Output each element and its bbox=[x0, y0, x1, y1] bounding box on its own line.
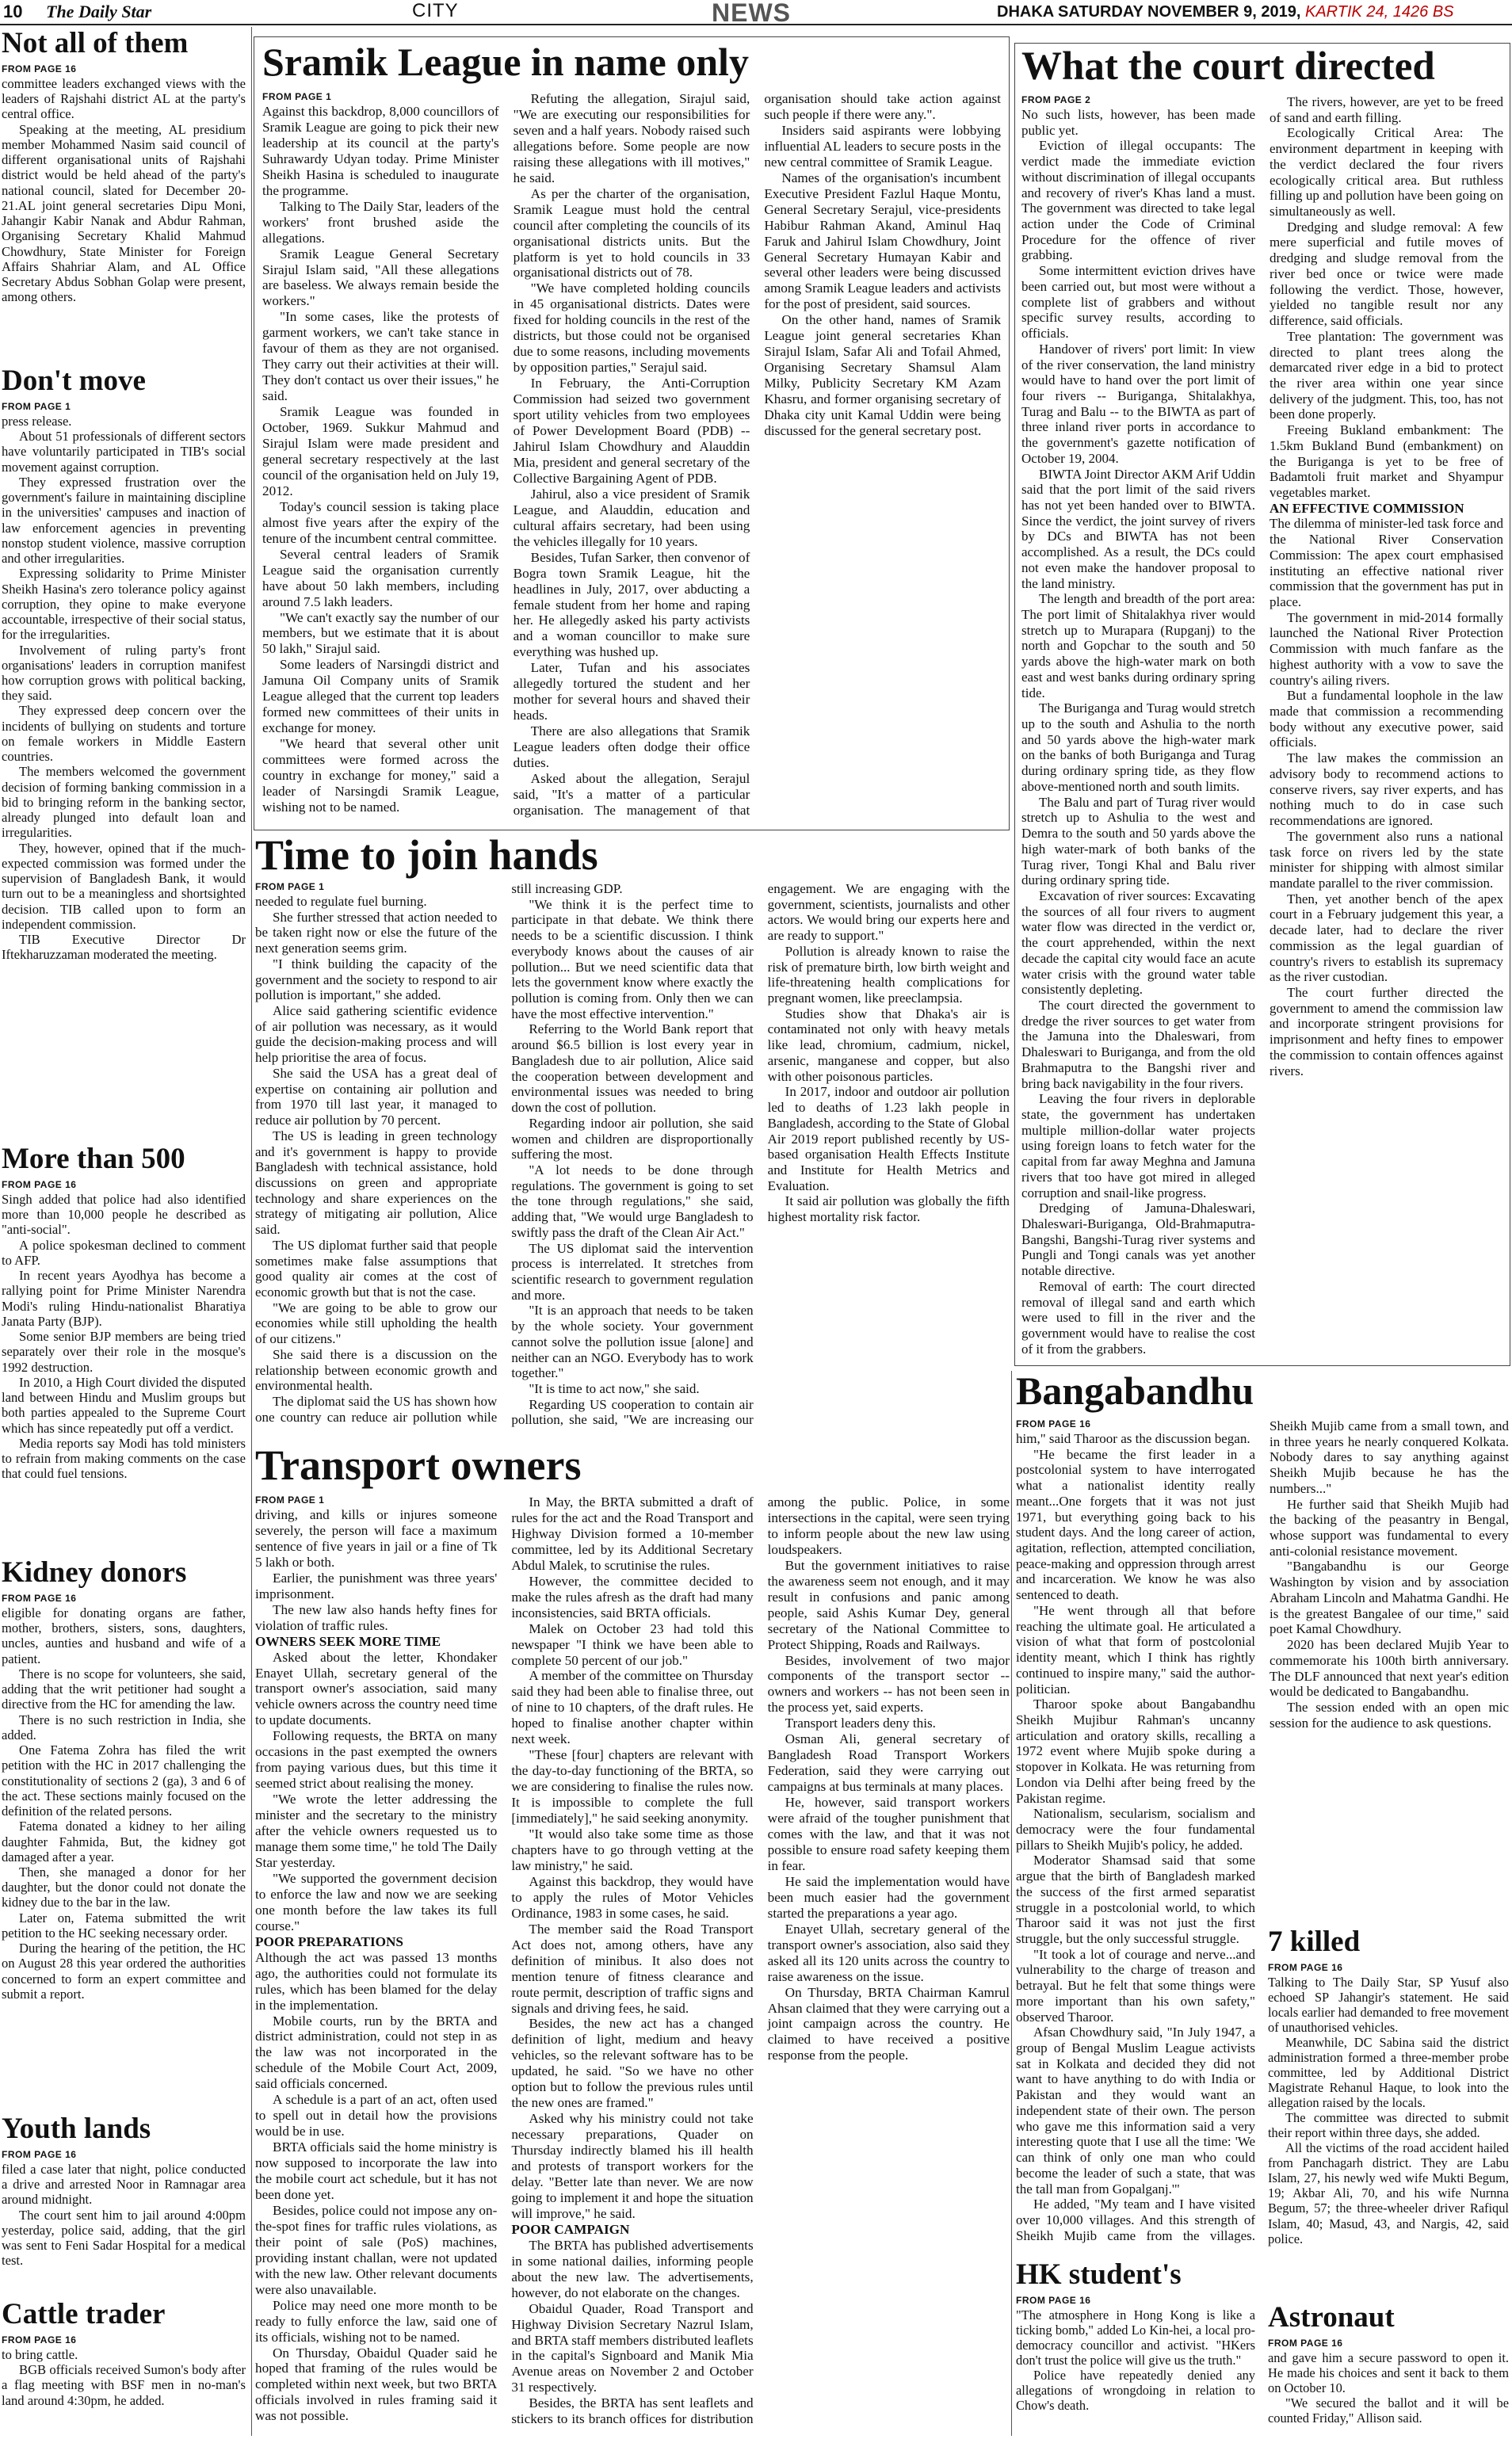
jump-tag: FROM PAGE 16 bbox=[2, 63, 77, 74]
paragraph: Fatema donated a kidney to her ailing daughter Fahmida, But, the kidney got damaged after a year. bbox=[2, 1819, 246, 1865]
paragraph: Tree plantation: The government was directed to plant trees along the demarcated river edge in a bid to protect the river area within one year since delivery of the judgment. This, too, has not been done properly. bbox=[1270, 328, 1503, 422]
paragraph: The new law also hands hefty fines for violation of traffic rules. bbox=[255, 1601, 498, 1633]
jump-tag: FROM PAGE 2 bbox=[1021, 94, 1091, 105]
paragraph: Some intermittent eviction drives have been carried out, but most were without a complete list of grabbers and without specific survey results, according to officials. bbox=[1021, 263, 1255, 342]
paragraph: Several central leaders of Sramik League said the organisation currently have about 50 lakh members, including around 7.5 lakh leaders. bbox=[262, 546, 499, 609]
paragraph: In May, the BRTA submitted a draft of rules for the act and the Road Transport and Highway Division formed a 10-member committee, led by its Additional Secretary Abdul Malek, to scrutinise the rules. bbox=[511, 1494, 754, 1573]
paragraph: The diplomat said the US has shown how one country can reduce air pollution while still increasing GDP. bbox=[255, 881, 623, 1425]
paragraph: No such lists, however, has been made public yet. bbox=[1021, 107, 1255, 138]
article-body bbox=[255, 1494, 1010, 2437]
paragraph: Moderator Shamsad said that some argue that the birth of Bangladesh marked the success of the first armed separatist struggle in a postcolonial world, to which Tharoor said it was not just the first struggle, but the only successful struggle. bbox=[1016, 1853, 1255, 1946]
paragraph: He, however, said transport workers were afraid of the tougher punishment that comes with the law, and that it was not possible to ensure road safety keeping them in fear. bbox=[767, 1795, 1010, 1873]
paragraph: One Fatema Zohra has filed the writ petition with the HC in 2017 challenging the constitutionality of sections 2 (ga), 3 and 6 of the act. These sections mainly focused on the definition of the related persons. bbox=[2, 1742, 246, 1819]
paragraph: During the hearing of the petition, the HC on August 28 this year ordered the authorities concerned to form an expert committee and submit a report. bbox=[2, 1941, 246, 2002]
paragraph: There are also allegations that Sramik League leaders often dodge their office duties. bbox=[513, 723, 750, 771]
paragraph: Nationalism, secularism, socialism and democracy were the four fundamental pillars to Sheikh Mujib's policy, he added. bbox=[1016, 1806, 1255, 1853]
paragraph: Sramik League was founded in October, 1969. Sukkur Mahmud and Sirajul Islam were made president and general secretary respectively at the last council of the organisation held on July 19, 2012. bbox=[262, 404, 499, 498]
paragraph: The members welcomed the government decision of forming banking commission in a bid to bringing reform in the banking sector, already plunged into default loan and irregularities. bbox=[2, 764, 246, 841]
article-7-killed bbox=[1268, 1927, 1509, 2300]
paragraph: Transport leaders deny this. bbox=[785, 1716, 936, 1731]
paragraph: On Thursday, BRTA Chairman Kamrul Ahsan claimed that they were carrying out a joint campaign across the country. He claimed to have received a positive response from the people. bbox=[767, 1984, 1010, 2063]
paragraph: "It is time to act now," she said. bbox=[529, 1381, 700, 1396]
paragraph: However, the committee decided to make the rules afresh as the draft had many inconsistencies, said BRTA officials. bbox=[511, 1573, 754, 1620]
article-body bbox=[2, 1593, 246, 2113]
paragraph: He further said that Sheikh Mujib had the backing of the peasantry in Bengal, whose support was fundamental to every anti-colonial resistance movement. bbox=[1270, 1496, 1509, 1559]
paragraph: Against this backdrop, they would have to apply the rules of Motor Vehicles Ordinance, 1983 in some cases, he said. bbox=[511, 1873, 754, 1921]
paragraph: Media reports say Modi has told ministers to refrain from making comments on the case that could fuel tensions. bbox=[2, 1435, 246, 1482]
paragraph: Pollution is already known to raise the risk of premature birth, low birth weight and life-threatening health complications for pregnant women, like preeclampsia. bbox=[767, 943, 1010, 1006]
headline: Cattle trader bbox=[2, 2300, 166, 2330]
paragraph: Jahirul, also a vice president of Sramik League, and Alauddin, education and cultural affairs secretary, had been using the vehicles illegally for 10 years. bbox=[513, 486, 750, 549]
paragraph: Dredging of Jamuna-Dhaleswari, Dhaleswari-Buriganga, Old-Brahmaputra-Bangshi, Bangshi-Turag river systems and Pungli and Tongi canals was yet another notable directive. bbox=[1021, 1200, 1255, 1279]
paragraph: Freeing Bukland embankment: The 1.5km Bukland Bund (embankment) on the Buriganga is yet to be free of Badamtoli fruit market and Shyampur vegetables market. bbox=[1270, 422, 1503, 500]
paragraph: Then, she managed a donor for her daughter, but the donor could not donate the kidney due to the bar in the law. bbox=[2, 1864, 246, 1910]
paragraph: Regarding US cooperation to contain air pollution, she said, "We are increasing our engagement. We are engaging with the government, scientists, journalists and other actors. We would bring our experts here and are ready to support." bbox=[511, 881, 1010, 1428]
jump-tag: FROM PAGE 16 bbox=[1268, 1962, 1343, 1973]
article-youth-lands bbox=[2, 2114, 246, 2298]
paragraph: BRTA officials said the home ministry is now supposed to incorporate the law into the mobile court act schedule, but it has not been done yet. bbox=[255, 2139, 498, 2202]
paragraph: Later on, Fatema submitted the writ petition to the HC seeking necessary order. bbox=[2, 1910, 246, 1941]
headline: 7 killed bbox=[1268, 1927, 1361, 1958]
paragraph: Eviction of illegal occupants: The verdict made the immediate eviction without discrimination of illegal occupants and recovery of river's Khas land a must. The government was directed to take legal action under the Code of Criminal Procedure for the offence of river grabbing. bbox=[1021, 138, 1255, 263]
category-label: NEWS bbox=[712, 0, 791, 27]
paragraph: "We secured the ballot and it will be counted Friday," Allison said. bbox=[1268, 2395, 1509, 2426]
article-body bbox=[1268, 1962, 1509, 2300]
paragraph: The US is leading in green technology and it's government is happy to provide Bangladesh with technical assistance, hold discussions on green and appropriate technology and share experiences on the strategy of mitigating air pollution, Alice said. bbox=[255, 1128, 498, 1238]
paragraph: Police have repeatedly denied any allegations of wrongdoing in relation to Chow's death. bbox=[1016, 2368, 1255, 2414]
headline: HK student's bbox=[1016, 2260, 1182, 2291]
subheading: POOR CAMPAIGN bbox=[511, 2221, 630, 2237]
paragraph: A police spokesman declined to comment to AFP. bbox=[2, 1237, 246, 1268]
paragraph: "I think building the capacity of the government and the society to respond to air pollution is important," she added. bbox=[255, 956, 498, 1003]
paragraph: Alice said gathering scientific evidence of air pollution was necessary, as it would guide the decision-making process and will help prioritise the area of focus. bbox=[255, 1003, 498, 1066]
headline: Time to join hands bbox=[255, 834, 598, 879]
article-cattle-trader bbox=[2, 2300, 246, 2437]
paragraph: "We wrote the letter addressing the minister and the secretary to the ministry after the vehicle owners requested us to manage them some time," he told The Daily Star yesterday. bbox=[255, 1792, 498, 1870]
paragraph: Tharoor spoke about Bangabandhu Sheikh Mujibur Rahman's uncanny articulation and oratory skills, recalling a 1972 event where Mujib spoke during a stopover in Kolkata. He was returning from London via Delhi after being freed by the Pakistan regime. bbox=[1016, 1697, 1255, 1806]
paragraph: Besides, the new act has a changed definition of light, medium and heavy vehicles, so the relevant software has to be updated, he said. "So we have no other option but to follow the previous rules until the new ones are framed." bbox=[511, 2016, 754, 2111]
jump-tag: FROM PAGE 1 bbox=[2, 401, 71, 412]
paragraph: press release. bbox=[2, 414, 72, 429]
article-hk-students bbox=[1016, 2260, 1255, 2437]
jump-tag: FROM PAGE 1 bbox=[255, 881, 325, 892]
article-body bbox=[255, 881, 1010, 1439]
headline: Astronaut bbox=[1268, 2303, 1395, 2334]
paragraph: He said the implementation would have been much easier had the government started the preparations a year ago. bbox=[767, 1873, 1010, 1921]
paragraph: Regarding indoor air pollution, she said women and children are disproportionally suffering the most. bbox=[511, 1115, 754, 1162]
paragraph: Leaving the four rivers in deplorable state, the government has undertaken multiple million-dollar water projects using foreign loans to fetch water for the capital from far away Meghna and Jamuna rivers that too have got mired in alleged corruption and snail-like progress. bbox=[1021, 1091, 1255, 1200]
section-label: CITY bbox=[412, 0, 459, 21]
page-number: 10 bbox=[3, 2, 23, 21]
paragraph: On the other hand, names of Sramik League joint general secretaries Khan Sirajul Islam, Safar Ali and Tofail Ahmed, Organising Secretary Shamsul Alam Milky, Publicity Secretary KM Azam Khasru, and former organising secretary of Dhaka city unit Kamal Uddin were being discussed for the general secretary post. bbox=[764, 312, 1001, 439]
paragraph: The government also runs a national task force on rivers led by the state minister for shipping with almost similar mandate parallel to the river commission. bbox=[1270, 828, 1503, 891]
paragraph: "He became the first leader in a postcolonial system to have interrogated what a nationalist identity really meant...One forgets that it was not just 1971, but everything going back to his student days. And the long career of action, agitation, reflection, attempted conciliation, peace-making and oppression through arrest and incarceration. We know he was also sentenced to death. bbox=[1016, 1446, 1255, 1603]
paragraph: filed a case later that night, police conducted a drive and arrested Noor in Ramnagar area around midnight. bbox=[2, 2162, 246, 2208]
paragraph: The committee was directed to submit their report within three days, she added. bbox=[1268, 2110, 1509, 2141]
jump-tag: FROM PAGE 1 bbox=[262, 91, 332, 102]
article-transport-owners bbox=[255, 1444, 1010, 2437]
article-body bbox=[2, 2334, 246, 2437]
paragraph: TIB Executive Director Dr Iftekharuzzaman moderated the meeting. bbox=[2, 931, 246, 963]
paragraph: The Balu and part of Turag river would stretch up to Ashulia to the west and Demra to the south and 50 yards above the high water-mark of both banks of the Turag river, Tongi Khal and Balu river during ordinary spring tide. bbox=[1021, 794, 1255, 888]
paragraph: "We are going to be able to grow our economies while still upholding the health of our citizens." bbox=[255, 1300, 498, 1347]
paragraph: She said the USA has a great deal of expertise on containing air pollution and from 1970 till last year, it managed to reduce air pollution by 70 percent. bbox=[255, 1065, 498, 1128]
paragraph: "We can't exactly say the number of our members, but we estimate that it is about 50 lakh," Sirajul said. bbox=[262, 609, 499, 657]
paragraph: There is no such restriction in India, she added. bbox=[2, 1712, 246, 1742]
article-what-the-court-directed bbox=[1014, 43, 1510, 1366]
paragraph: Some senior BJP members are being tried separately over their role in the mosque's 1992 destruction. bbox=[2, 1329, 246, 1375]
headline: Sramik League in name only bbox=[262, 40, 749, 84]
paragraph: and gave him a secure password to open it. He made his choices and sent it back to them on October 10. bbox=[1268, 2350, 1509, 2396]
headline: Youth lands bbox=[2, 2114, 151, 2145]
paragraph: "It would also take some time as those chapters have to go through vetting at the law ministry," he said. bbox=[511, 1826, 754, 1873]
paragraph: BIWTA Joint Director AKM Arif Uddin said that the port limit of the said rivers has not yet been handed over to BIWTA. Since the verdict, the joint survey of rivers by DCs and BIWTA has not been accomplished. As a result, the DCs could not even make the handover proposal to the land ministry. bbox=[1021, 466, 1255, 591]
paragraph: In 2010, a High Court divided the disputed land between Hindu and Muslim groups but both parties appealed to the Supreme Court which has since repeatedly put off a verdict. bbox=[2, 1374, 246, 1436]
article-sramik-league bbox=[254, 36, 1010, 830]
paragraph: As per the charter of the organisation, Sramik League must hold the central council after completing the councils of its organisational districts units. But the platform is yet to hold councils in 33 organisational districts out of 78. bbox=[513, 185, 750, 281]
paragraph: Refuting the allegation, Sirajul said, "We are executing our responsibilities for seven and a half years. Nobody raised such allegations before. Some people are now raising these allegations with ill motives," he said. bbox=[513, 91, 750, 185]
column-rule bbox=[1011, 1371, 1012, 2436]
paragraph: "We supported the government decision to enforce the law and now we are seeking one month before the law takes its full course." bbox=[255, 1870, 498, 1933]
article-body bbox=[1021, 94, 1503, 1361]
paragraph: The session ended with an open mic session for the audience to ask questions. bbox=[1270, 1699, 1509, 1731]
paragraph: Enayet Ullah, secretary general of the transport owner's association, also said they asked all its 120 units across the country to raise awareness on the issue. bbox=[767, 1921, 1010, 1984]
bangla-date: KARTIK 24, 1426 BS bbox=[1305, 3, 1454, 21]
article-body bbox=[2, 1179, 246, 1556]
paragraph: The rivers, however, are yet to be freed of sand and earth filling. bbox=[1270, 94, 1503, 125]
paragraph: Studies show that Dhaka's air is contaminated not only with heavy metals like lead, chromium, cadmium, nickel, arsenic, manganese and copper, but also with other poisonous particles. bbox=[767, 1006, 1010, 1084]
paragraph: She further stressed that action needed to be taken right now or else the future of the next generation seems grim. bbox=[255, 909, 498, 956]
paragraph: The US diplomat further said that people sometimes make false assumptions that good quality air comes at the cost of economic growth but that is not the case. bbox=[255, 1237, 498, 1300]
paragraph: Singh added that police had also identified more than 10,000 people he described as "anti-social". bbox=[2, 1192, 246, 1238]
paragraph: Talking to The Daily Star, SP Yusuf also echoed SP Jahangir's statement. He said locals earlier had demanded to free movement of unauthorised vehicles. bbox=[1268, 1975, 1509, 2036]
paragraph: In recent years Ayodhya has become a rallying point for Prime Minister Narendra Modi's ruling Hindu-nationalist Bharatiya Janata Party (BJP). bbox=[2, 1268, 246, 1329]
paragraph: The law makes the commission an advisory body to recommend actions to conserve rivers, say river experts, and has nothing much to do in case such recommendations are ignored. bbox=[1270, 750, 1503, 829]
article-body bbox=[2, 2149, 246, 2298]
jump-tag: FROM PAGE 16 bbox=[2, 1593, 77, 1604]
paragraph: Then, yet another bench of the apex court in a February judgement this year, a decade later, had to declare the river commission as the legal guardian of country's rivers to establish its supremacy as the river custodian. bbox=[1270, 891, 1503, 985]
paragraph: The Buriganga and Turag would stretch up to the south and Ashulia to the north and 50 yards above the high-water mark on the banks of both Buriganga and Turag during ordinary spring tide, as they flow above-mentioned north and south limits. bbox=[1021, 700, 1255, 794]
column-rule bbox=[251, 27, 252, 2436]
article-body bbox=[2, 63, 246, 365]
paragraph: driving, and kills or injures someone severely, the person will face a maximum sentence of five years in jail or a fine of Tk 5 lakh or both. bbox=[255, 1507, 498, 1570]
paragraph: On Thursday, Obaidul Quader said he hoped that framing of the rules would be completed within next week, but two BRTA officials involved in rules framing said it was not possible. bbox=[255, 2345, 498, 2424]
paragraph: Asked about the letter, Khondaker Enayet Ullah, secretary general of the transport owner's association, said many vehicle owners across the country need time to update documents. bbox=[255, 1649, 498, 1728]
paragraph: Besides, Tufan Sarker, then convenor of Bogra town Sramik League, hit the headlines in July, 2017, over abducting a female student from her home and raping her. He allegedly asked his party activists and a woman councillor to make sure everything was hushed up. bbox=[513, 549, 750, 660]
paragraph: "It is an approach that needs to be taken by the whole society. Your government cannot solve the pollution issue [alone] and neither can an NGO. Everybody has to work together." bbox=[511, 1303, 754, 1381]
headline: Transport owners bbox=[255, 1444, 582, 1489]
article-body bbox=[262, 91, 1001, 823]
paragraph: Besides, police could not impose any on-the-spot fines for traffic rules violations, as their point of sale (PoS) machines, providing instant challan, were not updated with the new law. Other relevant documents were also unavailable. bbox=[255, 2202, 498, 2297]
paragraph: Besides, involvement of two major components of the transport sector -- owners and workers -- has not been seen in the process yet, said experts. bbox=[767, 1652, 1010, 1716]
article-dont-move bbox=[2, 366, 246, 1143]
paragraph: BGB officials received Sumon's body after a flag meeting with BSF men in no-man's land around 4:30pm, he added. bbox=[2, 2362, 246, 2408]
paragraph: They expressed deep concern over the incidents of bullying on students and torture on female workers in Middle Eastern countries. bbox=[2, 703, 246, 765]
paragraph: The government in mid-2014 formally launched the National River Protection Commission with much fanfare as the highest authority with a vow to save the country's ailing rivers. bbox=[1270, 609, 1503, 688]
article-time-to-join-hands bbox=[255, 834, 1010, 1439]
headline: Bangabandhu bbox=[1016, 1371, 1254, 1413]
paragraph: The BRTA has published advertisements in some national dailies, informing people about the new law. The advertisements, however, do not elaborate on the changes. bbox=[511, 2237, 754, 2300]
dateline-date: DHAKA SATURDAY NOVEMBER 9, 2019, bbox=[997, 3, 1301, 21]
paragraph: About 51 professionals of different sectors have voluntarily participated in TIB's social movement against corruption. bbox=[2, 429, 246, 475]
paragraph: Earlier, the punishment was three years' imprisonment. bbox=[255, 1570, 498, 1601]
subheading: AN EFFECTIVE COMMISSION bbox=[1270, 500, 1464, 516]
paragraph: "We have completed holding councils in 45 organisational districts. Dates were fixed for holding councils in the rest of the districts, but those could not be organised due to some reasons, including movements by opposition parties," Serajul said. bbox=[513, 281, 750, 376]
paragraph: Mobile courts, run by the BRTA and district administration, could not step in as the law was not incorporated in the schedule of the Mobile Court Act, 2009, said officials concerned. bbox=[255, 2013, 498, 2092]
paragraph: The US diplomat said the intervention process is interrelated. It stretches from scientific research to government regulation and more. bbox=[511, 1240, 754, 1303]
paragraph: Later, Tufan and his associates allegedly tortured the student and her mother for several hours and shaved their heads. bbox=[513, 660, 750, 723]
headline: Not all of them bbox=[2, 29, 189, 59]
subheading: OWNERS SEEK MORE TIME bbox=[255, 1633, 441, 1649]
paragraph: Expressing solidarity to Prime Minister Sheikh Hasina's zero tolerance policy against corruption, they opine to make everyone accountable, irrespective of their social status, for the irregularities. bbox=[2, 566, 246, 643]
paragraph: him," said Tharoor as the discussion began. bbox=[1016, 1431, 1250, 1446]
paragraph: 2020 has been declared Mujib Year to commemorate his 100th birth anniversary. The DLF announced that next year's edition would be dedicated to Bangabandhu. bbox=[1270, 1637, 1509, 1700]
headline: More than 500 bbox=[2, 1144, 185, 1175]
masthead bbox=[0, 0, 1512, 25]
paragraph: They expressed frustration over the government's failure in maintaining discipline in the universities' campuses and inaction of law enforcement agencies in preventing nonstop student violence, massive corruption and other irregularities. bbox=[2, 474, 246, 567]
article-not-all-of-them bbox=[2, 29, 246, 365]
paragraph: Sramik League General Secretary Sirajul Islam said, "All these allegations are baseless. We always remain beside the workers." bbox=[262, 246, 499, 309]
paragraph: Referring to the World Bank report that around $6.5 billion is lost every year in Bangladesh due to air pollution, Alice said the cooperation between development and environmental issues was needed to bring down the cost of pollution. bbox=[511, 1021, 754, 1116]
headline: What the court directed bbox=[1021, 44, 1435, 89]
paragraph: The dilemma of minister-led task force and the National River Conservation Commission: The apex court emphasised instituting an effective national river commission that the government has put in place. bbox=[1270, 516, 1503, 609]
paragraph: She said there is a discussion on the relationship between economic growth and environmental health. bbox=[255, 1346, 498, 1394]
paragraph: A schedule is a part of an act, often used to spell out in detail how the provisions would be in use. bbox=[255, 2092, 498, 2139]
paragraph: Asked about the allegation, Serajul said, "It's a matter of a particular organisation. The management of that organisation should take action against such people if there were any.". bbox=[513, 91, 1001, 818]
paper-logo: The Daily Star bbox=[46, 2, 152, 21]
paragraph: In February, the Anti-Corruption Commission had seized two government sport utility vehicles from two employees of Power Development Board (PDB) -- Jahirul Islam Chowdhury and Alauddin Mia, president and general secretary of the Collective Bargaining Agent of PDB. bbox=[513, 376, 750, 486]
paragraph: Involvement of ruling party's front organisations' leaders in corruption manifest how corruption grows with political backing, they said. bbox=[2, 642, 246, 704]
paragraph: "These [four] chapters are relevant with the day-to-day functioning of the BRTA, so we are considering to finalise the rules now. It is impossible to complete the full [immediately]," he said seeking anonymity. bbox=[511, 1747, 754, 1826]
paragraph: All the victims of the road accident hailed from Panchagarh district. They are Labu Islam, 27, his newly wed wife Mukti Begum, 19; Akbar Ali, 70, and his wife Nurnna Begum, 57; the three-wheeler driver Rafiqul Islam, 40; Masud, 43, and Nargis, 42, said police. bbox=[1268, 2140, 1509, 2246]
paragraph: Speaking at the meeting, AL presidium member Mohammed Nasim said council of different organisational units of Rajshahi district would be held ahead of the party's national council, slated for December 20-21.AL joint general secretaries Dipu Moni, Jahangir Kabir Nanak and Abdur Rahman, Organising Secretary Khalid Mahmud Chowdhury, State Minister for Foreign Affairs Shahriar Alam, and AL Office Secretary Abdus Sobhan Golap were present, among others. bbox=[2, 121, 246, 305]
paragraph: Osman Ali, general secretary of Bangladesh Road Transport Workers Federation, said they were carrying out campaigns at bus terminals at many places. bbox=[767, 1731, 1010, 1795]
paragraph: Dredging and sludge removal: A few mere superficial and futile moves of dredging and sludge removal from the river bed once or twice were made following the verdict. Those, however, yielded no tangible result nor any difference, said officials. bbox=[1270, 219, 1503, 329]
article-body bbox=[1016, 2295, 1255, 2437]
paragraph: Meanwhile, DC Sabina said the district administration formed a three-member probe committee, led by Additional District Magistrate Rehanul Haque, to look into the allegation raised by the locals. bbox=[1268, 2035, 1509, 2111]
paragraph: Following requests, the BRTA on many occasions in the past exempted the owners from paying various dues, but this time it seemed strict about realising the money. bbox=[255, 1728, 498, 1792]
article-more-than-500 bbox=[2, 1144, 246, 1556]
paragraph: "He went through all that before reaching the ultimate goal. He articulated a vision of what that form of postcolonial identity meant, which I think has rightly continued to inspire many," said the author-politician. bbox=[1016, 1602, 1255, 1697]
paragraph: Handover of rivers' port limit: In view of the river conservation, the land ministry would have to hand over the port limit of four rivers -- Buriganga, Shitalakhya, Turag and Balu -- to the BIWTA as part of three inland river ports in accordance to the government's gazette notification of October 19, 2004. bbox=[1021, 341, 1255, 466]
paragraph: "A lot needs to be done through regulations. The government is going to set the tone through regulations," she said, adding that, "We would urge Bangladesh to swiftly pass the draft of the Clean Air Act." bbox=[511, 1162, 754, 1240]
dateline bbox=[997, 3, 1454, 21]
paragraph: Malek on October 23 had told this newspaper "I think we have been able to complete 50 percent of our job." bbox=[511, 1620, 754, 1668]
paragraph: Although the act was passed 13 months ago, the authorities could not formulate its rules, which has been blamed for the delay in the implementation. bbox=[255, 1949, 498, 2013]
paragraph: Obaidul Quader, Road Transport and Highway Division Secretary Nazrul Islam, and BRTA staff members distributed leaflets in the capital's Signboard and Manik Mia Avenue areas on November 2 and October 31 respectively. bbox=[511, 2300, 754, 2395]
paragraph: needed to regulate fuel burning. bbox=[255, 894, 427, 909]
paragraph: He added, "My team and I have visited over 10,000 villages. And this strength of Sheikh Mujib came from the villages. Sheikh Mujib came from a small town, and in three years he nearly conquered Kolkata. Nobody dares to say anything against Sheikh Mujib because he has the numbers..." bbox=[1016, 1418, 1509, 2243]
article-kidney-donors bbox=[2, 1558, 246, 2113]
headline: Don't move bbox=[2, 366, 146, 397]
paragraph: It said air pollution was globally the fifth highest mortality risk factor. bbox=[767, 1193, 1010, 1225]
jump-tag: FROM PAGE 1 bbox=[255, 1494, 325, 1506]
paragraph: "The atmosphere in Hong Kong is like a ticking bomb," added Lo Kin-hei, a local pro-democracy councillor and activist. "HKers don't trust the police will give us the truth." bbox=[1016, 2307, 1255, 2368]
paragraph: Insiders said aspirants were lobbying influential AL leaders to secure posts in the new central committee of Sramik League. bbox=[764, 122, 1001, 170]
paragraph: Names of the organisation's incumbent Executive President Fazlul Haque Montu, General Secretary Serajul, vice-presidents Habibur Rahman Akand, Aminul Haq Faruk and Jahirul Islam Chowdhury, Joint General Secretary Humayan Kabir and several other leaders were being discussed among Sramik League leaders and activists for the post of president, said sources. bbox=[764, 170, 1001, 312]
paragraph: The court further directed the government to amend the commission law and incorporate stringent provisions for imprisonment and hefty fines to empower the commission to contain offences against rivers. bbox=[1270, 984, 1503, 1078]
paragraph: Afsan Chowdhury said, "In July 1947, a group of Bengal Muslim League activists sat in Kolkata and decided they did not want to have anything to do with India or Pakistan and they would want an independent state of their own. The person who gave me this information said a very interesting quote that I use all the time: 'We can think of only one man who could become the leader of such a state, that was the tall man from Gopalganj.'" bbox=[1016, 2025, 1255, 2197]
paragraph: Talking to The Daily Star, leaders of the workers' front brushed aside the allegations. bbox=[262, 198, 499, 246]
jump-tag: FROM PAGE 16 bbox=[2, 1179, 77, 1190]
paragraph: They, however, opined that if the much-expected commission was formed under the supervision of Bangladesh Bank, it would turn out to be a meaningless and shortsighted decision. TIB called upon to form an independent commission. bbox=[2, 840, 246, 932]
subheading: POOR PREPARATIONS bbox=[255, 1933, 403, 1949]
paragraph: "It took a lot of courage and nerve...and vulnerability to the charge of treason and betrayal. But he felt that some things were more important than his own safety," observed Tharoor. bbox=[1016, 1946, 1255, 2025]
article-astronaut bbox=[1268, 2303, 1509, 2437]
jump-tag: FROM PAGE 16 bbox=[1016, 2295, 1091, 2306]
jump-tag: FROM PAGE 16 bbox=[2, 2334, 77, 2345]
paragraph: A member of the committee on Thursday said they had been able to finalise three, out of nine to 10 chapters, of the draft rules. He hoped to finalise another chapter within next week. bbox=[511, 1668, 754, 1747]
article-body bbox=[1268, 2338, 1509, 2437]
headline: Kidney donors bbox=[2, 1558, 187, 1589]
paragraph: The court directed the government to dredge the river sources to get water from the Jamuna into the Dhaleswari, from Dhaleswari to Buriganga, and from the old Brahmaputra to the Bangshi river and bring back navigability in the four rivers. bbox=[1021, 997, 1255, 1091]
paragraph: Some leaders of Narsingdi district and Jamuna Oil Company units of Sramik League alleged that the current top leaders formed new committees of their units in exchange for money. bbox=[262, 657, 499, 736]
jump-tag: FROM PAGE 16 bbox=[1268, 2338, 1343, 2349]
jump-tag: FROM PAGE 16 bbox=[1016, 1418, 1091, 1429]
paragraph: Removal of earth: The court directed removal of illegal sand and earth which were used to fill in the river and the government would have to realise the cost of it from the grabbers. bbox=[1021, 1278, 1255, 1357]
jump-tag: FROM PAGE 16 bbox=[2, 2149, 77, 2160]
paragraph: Against this backdrop, 8,000 councillors of Sramik League are going to pick their new leadership at its council at the party's Suhrawardy Udyan today. Prime Minister Sheikh Hasina is scheduled to inaugurate the programme. bbox=[262, 104, 499, 198]
paragraph: The length and breadth of the port area: The port limit of Shitalakhya river would stretch up to Murapara (Rupganj) to the north and Gopchar to the south and 50 yards above the high-water mark on both east and west banks during ordinary spring tide. bbox=[1021, 591, 1255, 700]
paragraph: to bring cattle. bbox=[2, 2347, 78, 2362]
paragraph: In 2017, indoor and outdoor air pollution led to deaths of 1.23 lakh people in Bangladesh, according to the State of Global Air 2019 report published recently by US-based organisation Health Effects Institute and Institute for Health Metrics and Evaluation. bbox=[767, 1084, 1010, 1193]
paragraph: Police may need one more month to be ready to fully enforce the law, said one of its officials, wishing not to be named. bbox=[255, 2297, 498, 2345]
paragraph: "We think it is the perfect time to participate in that debate. We think there needs to be a scientific discussion. I think everybody knows about the causes of air pollution... But we need scientific data that lets the government know where exactly the pollution is coming from. Only then we can have the most effective intervention." bbox=[511, 896, 754, 1021]
paragraph: There is no scope for volunteers, she said, adding that the writ petitioner had sought a directive from the HC for amending the law. bbox=[2, 1666, 246, 1712]
paragraph: "In some cases, like the protests of garment workers, we can't take stance in favour of them as they are not organised. They carry out their activities at their will. They don't contact us over their issues," he said. bbox=[262, 309, 499, 404]
paragraph: The member said the Road Transport Act does not, among others, have any definition of minibus. It also does not mention tenure of fitness clearance and route permit, description of traffic signs and signals and driving fees, he said. bbox=[511, 1921, 754, 2016]
paragraph: eligible for donating organs are father, mother, brothers, sisters, sons, daughters, uncles, aunties and husband and wife of a patient. bbox=[2, 1605, 246, 1666]
paragraph: Asked why his ministry could not take necessary preparations, Quader on Thursday indirectly blamed his ill health and protests of transport workers for the delay. "Better late than never. We are now going to implement it and hope the situation will improve," he said. bbox=[511, 2111, 754, 2221]
paragraph: Excavation of river sources: Excavating the sources of all four rivers to augment water flow was directed in the verdict or, the court apprehended, within the next decade the capital city would face an acute water crisis with the ground water table consistently depleting. bbox=[1021, 887, 1255, 998]
paragraph: Ecologically Critical Area: The environment department in keeping with the verdict declared the four rivers ecologically critical area. But ruthless filling up and pollution have been going on simultaneously as well. bbox=[1270, 125, 1503, 219]
paragraph: "We heard that several other unit committees were formed across the country in exchange for money," said a leader of Narsingdi Sramik League, wishing not to be named. bbox=[262, 736, 499, 815]
paragraph: Besides, the BRTA has sent leaflets and stickers to its branch offices for distribution among the public. Police, in some intersections in the capital, were seen trying to inform people about the new law using loudspeakers. bbox=[511, 1494, 1010, 2427]
paragraph: But the government initiatives to raise the awareness seem not enough, and it may result in confusions and panic among people, said Ashis Kumar Dey, general secretary of the National Committee to Protect Shipping, Roads and Railways. bbox=[767, 1557, 1010, 1652]
paragraph: The court sent him to jail around 4:00pm yesterday, police said, adding, that the girl was sent to Feni Sadar Hospital for a medical test. bbox=[2, 2207, 246, 2269]
paragraph: But a fundamental loophole in the law made that commission a recommending body without any executive power, said officials. bbox=[1270, 688, 1503, 750]
article-body bbox=[2, 401, 246, 1143]
paragraph: "Bangabandhu is our George Washington by vision and by association Abraham Lincoln and Mahatma Gandhi. He is the greatest Bangalee of our time," said poet Kamal Chowdhury. bbox=[1270, 1559, 1509, 1637]
paragraph: Today's council session is taking place almost five years after the expiry of the tenure of the incumbent central committee. bbox=[262, 498, 499, 546]
paragraph: committee leaders exchanged views with the leaders of Rajshahi district AL at the party's central office. bbox=[2, 76, 246, 122]
